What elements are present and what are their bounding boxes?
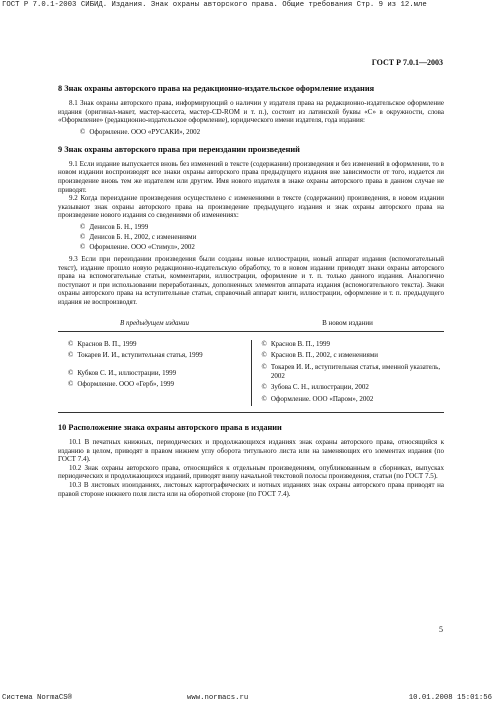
- copyright-icon: ©: [68, 380, 74, 389]
- copyright-icon: ©: [68, 351, 74, 360]
- sample-text: Оформление. ООО «Стимул», 2002: [89, 242, 195, 251]
- paragraph-9-2: 9.2 Когда переиздание произведения осуществлено с изменениями в тексте (содержании) произведения, в новом издании указывают знак охраны авторского права на произведение предыдущего издания и знак охраны авторского права на произведение нового издания со сведениями об изменениях:: [58, 194, 444, 220]
- copyright-icon: ©: [68, 368, 74, 377]
- footer-system-name: Система NormaCS®: [2, 694, 73, 702]
- sample-text: Денисов Б. Н., 1999: [89, 222, 149, 231]
- comparison-item: [262, 351, 445, 361]
- comparison-item-text: Оформление. ООО «Герб», 1999: [77, 380, 175, 389]
- document-header-bar: ГОСТ Р 7.0.1-2003 СИБИД. Издания. Знак охраны авторского права. Общие требования Стр. 9 из 12.мле: [2, 1, 427, 9]
- comparison-item-text: Кубков С. И., иллюстрации, 1999: [77, 368, 177, 377]
- comparison-right-title: В новом издании: [322, 318, 373, 327]
- comparison-left-title: В предыдущем издании: [119, 318, 190, 327]
- comparison-item: [68, 369, 251, 379]
- comparison-item-text: Токарев И. И., вступительная статья, именной указатель, 2002: [270, 362, 441, 381]
- copyright-icon: ©: [68, 340, 74, 349]
- copyright-sample: [58, 127, 444, 137]
- comparison-left-column: [58, 340, 251, 406]
- copyright-icon: ©: [80, 222, 86, 231]
- comparison-item-text: Оформление. ООО «Паром», 2002: [270, 394, 374, 403]
- copyright-icon: ©: [261, 383, 267, 392]
- copyright-icon: ©: [80, 232, 86, 241]
- comparison-item-text: Краснов В. П., 1999: [270, 340, 330, 349]
- footer-timestamp: 10.01.2008 15:01:56: [408, 694, 492, 702]
- comparison-item-text: Токарев И. И., вступительная статья, 1999: [77, 351, 203, 360]
- copyright-icon: ©: [261, 394, 267, 403]
- paragraph-10-2: 10.2 Знак охраны авторского права, относящийся к отдельным произведениям, опубликованным в сборниках, выпусках периодических и продолжающихся изданий, приводят внизу начальной текстовой полосы произведения, статьи (по ГОСТ 7.5).: [58, 463, 444, 481]
- paragraph-10-1: 10.1 В печатных книжных, периодических и продолжающихся изданиях знак охраны авторского права, относящийся к изданию в целом, приводят в правом нижнем углу оборота титульного листа или на заменяющих его элементах издания (по ГОСТ 7.4).: [58, 438, 444, 464]
- copyright-icon: ©: [261, 351, 267, 360]
- section-8: [58, 84, 444, 137]
- section-9-heading: 9 Знак охраны авторского права при переиздании произведений: [58, 144, 300, 154]
- page-content: [58, 84, 444, 506]
- paragraph-10-3: 10.3 В листовых изоизданиях, листовых картографических и нотных изданиях знак охраны авторского права приводят на правой стороне нижнего поля листа или на оборотной стороне (по ГОСТ 7.4).: [58, 481, 444, 498]
- comparison-table: [58, 319, 444, 414]
- comparison-item: [262, 340, 445, 350]
- paragraph-9-1: 9.1 Если издание выпускается вновь без изменений в тексте (содержании) произведения и без изменений в оформлении, то в новом издании воспроизводят все знаки охраны авторского права предыдущего издания вне зависимости от того, издается ли произведение вновь тем же издателем или другим. Имя нового издателя в знаке охраны авторского права в данном случае не приводят.: [58, 159, 444, 194]
- comparison-item-text: Краснов В. П., 1999: [77, 340, 137, 349]
- sample-line: [80, 222, 444, 232]
- comparison-item: [68, 340, 251, 350]
- comparison-item-text: Зубова С. Н., иллюстрации, 2002: [270, 383, 369, 392]
- section-10-heading: 10 Расположение знака охраны авторского права в издании: [58, 423, 282, 433]
- sample-line: [80, 242, 444, 252]
- comparison-item: [68, 351, 251, 361]
- sample-text: Оформление. ООО «РУСАКИ», 2002: [89, 127, 201, 136]
- sample-line: [80, 127, 444, 137]
- sample-line: [80, 232, 444, 242]
- comparison-item: [262, 383, 445, 393]
- sample-text: Денисов Б. Н., 2002, с изменениями: [89, 232, 197, 241]
- comparison-item: [262, 395, 445, 405]
- copyright-icon: ©: [261, 340, 267, 349]
- comparison-item-text: Краснов В. П., 2002, с изменениями: [270, 351, 379, 360]
- copyright-icon: ©: [80, 242, 86, 251]
- copyright-icon: ©: [261, 362, 267, 371]
- page-number: 5: [439, 625, 443, 634]
- section-10: [58, 423, 444, 498]
- section-8-heading: 8 Знак охраны авторского права на редакционно-издательское оформление издания: [58, 84, 375, 93]
- copyright-samples: [58, 222, 444, 252]
- comparison-header: [58, 319, 444, 328]
- paragraph-8-1: 8.1 Знак охраны авторского права, информирующий о наличии у издателя права на редакционно-издательское оформление издания (оригинал-макет, мастер-кассета, мастер-CD-ROM и т. п.), состоит из латинской буквы «С» в окружности, слова «Оформление» (редакционно-издательское оформление), юридического имени издателя, года издания:: [58, 99, 444, 125]
- document-number: ГОСТ Р 7.0.1—2003: [371, 58, 443, 67]
- comparison-item: [262, 363, 445, 382]
- footer-website-link[interactable]: www.normacs.ru: [187, 694, 249, 702]
- paragraph-9-3: 9.3 Если при переиздании произведения были созданы новые иллюстрации, новый аппарат издания (вспомогательный текст), издание прошло новую редакционно-издательскую обработку, то в новом издании приводят знаки охраны авторского права на вспомогательные статьи, комментарии, иллюстрации, оформление и т. п. только данного издания. Аналогично поступают и при использовании переработанных, дополненных элементов аппарата издания (вспомогательного текста). Знаки охраны авторского права на вступительные статьи, справочный аппарат книги, иллюстрации, оформление и т. п. предыдущего издания не воспроизводят.: [58, 254, 444, 306]
- section-9: [58, 145, 444, 413]
- comparison-right-column: [251, 340, 445, 406]
- copyright-icon: ©: [80, 127, 86, 136]
- comparison-body: [58, 331, 444, 413]
- comparison-item: [68, 380, 251, 390]
